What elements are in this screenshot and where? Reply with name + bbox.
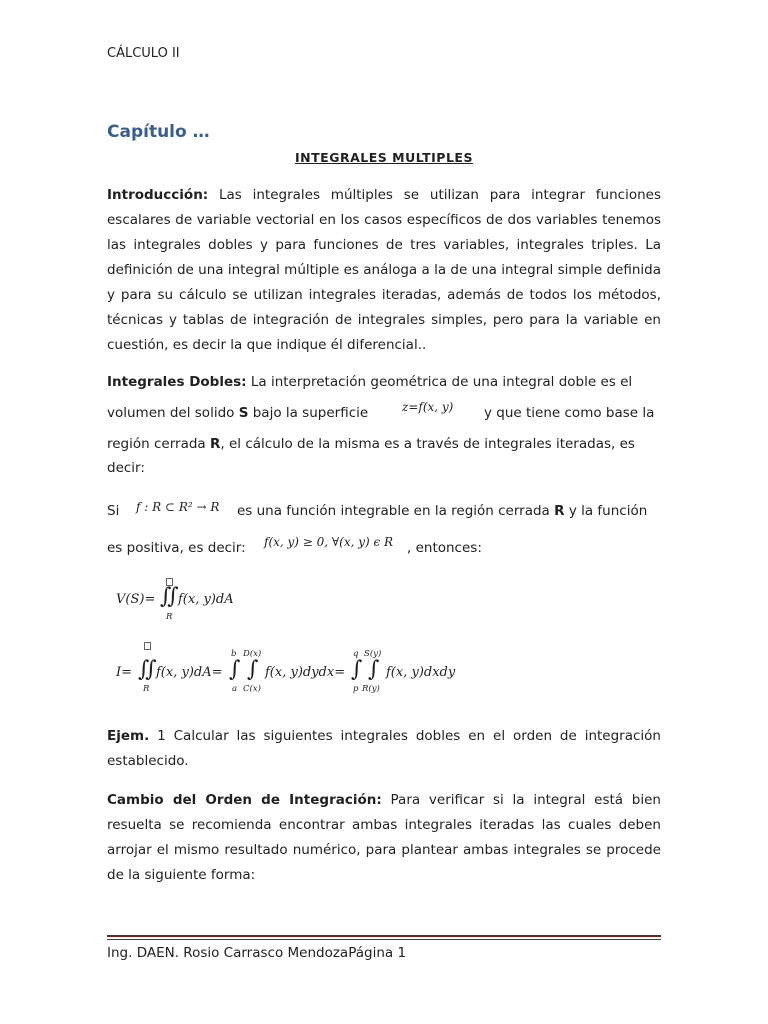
- limit-sy: S(y): [364, 649, 382, 659]
- chapter-heading: Capítulo …: [107, 122, 210, 142]
- dobles-line2a: volumen del solido: [107, 405, 239, 421]
- formula-surface: z=f(x, y): [402, 400, 454, 414]
- iterated-part2: f(x, y)dydx=: [265, 665, 346, 680]
- placeholder-box-2: [144, 642, 151, 650]
- limit-q: q: [353, 649, 359, 659]
- example-number: 1: [149, 728, 166, 744]
- si-region-r: R: [554, 503, 565, 519]
- dobles-line3a: región cerrada: [107, 436, 210, 452]
- limit-p: p: [353, 684, 359, 694]
- iterated-part3: f(x, y)dxdy: [386, 665, 456, 680]
- limit-ry: R(y): [362, 684, 380, 694]
- footer-rule-thick: [107, 935, 661, 937]
- limit-a: a: [232, 684, 238, 694]
- dobles-label: Integrales Dobles:: [107, 374, 247, 390]
- region-r: R: [209, 436, 221, 452]
- dobles-line-4: decir:: [107, 460, 145, 476]
- solid-s: S: [238, 405, 249, 421]
- order-change-label: Cambio del Orden de Integración:: [107, 792, 382, 808]
- si-line2: es positiva, es decir:: [107, 540, 246, 556]
- dobles-line-3: [107, 436, 661, 452]
- order-change-paragraph: [107, 788, 661, 888]
- intro-text: Las integrales múltiples se utilizan para integrar funciones escalares de variable vectorial en los casos específicos de dos variables tenemos las integrales dobles y para funciones de tres variables, integrales triples. La definición de una integral múltiple es análoga a la de una integral simple definida y para su cálculo se utilizan integrales iteradas, además de todos los métodos, técnicas y tablas de integración de integrales simples, pero para la variable en cuestión, es decir la que indique él diferencial..: [107, 187, 661, 353]
- order-change-text: Para verificar si la integral está bien resuelta se recomienda encontrar ambas integrales iteradas las cuales deben arrojar el mismo resultado numérico, para plantear ambas integrales se procede de la siguiente forma:: [107, 792, 661, 883]
- limit-dx: D(x): [243, 649, 262, 659]
- formula-positive: f(x, y) ≥ 0, ∀(x, y) ϵ R: [264, 535, 394, 549]
- integral-symbol-c: ∫: [351, 657, 363, 682]
- volume-lhs: V(S)=: [116, 592, 156, 607]
- page-footer: Ing. DAEN. Rosio Carrasco MendozaPágina 1: [107, 945, 407, 961]
- page-header: CÁLCULO II: [107, 46, 180, 61]
- dobles-line-1: [107, 374, 661, 390]
- integral-symbol-d: ∫: [368, 657, 380, 682]
- dobles-line3c: , el cálculo de la misma es a través de integrales iteradas, es: [220, 436, 635, 452]
- double-integral-symbol-2: ∬: [138, 657, 157, 682]
- example-paragraph: [107, 724, 661, 774]
- dobles-line1-text: La interpretación geométrica de una integral doble es el: [246, 374, 633, 390]
- example-text: Calcular las siguientes integrales dobles en el orden de integración establecido.: [107, 728, 661, 769]
- iterated-part1: f(x, y)dA=: [156, 665, 223, 680]
- integral-symbol-a: ∫: [229, 657, 241, 682]
- section-title: INTEGRALES MULTIPLES: [295, 150, 473, 165]
- equation-volume: [116, 578, 276, 626]
- footer-rule-thin: [107, 939, 661, 940]
- si-text: [237, 503, 647, 519]
- double-integral-symbol: ∬: [160, 584, 179, 609]
- limit-b: b: [231, 649, 237, 659]
- equation-iterated: [116, 638, 476, 696]
- si-text-c: y la función: [564, 503, 648, 519]
- volume-region: R: [166, 612, 173, 622]
- iterated-region: R: [143, 684, 150, 694]
- dobles-line2d: y que tiene como base la: [484, 405, 655, 421]
- intro-label: Introducción:: [107, 187, 209, 203]
- intro-paragraph: [107, 183, 661, 358]
- iterated-lhs: I=: [116, 665, 133, 680]
- si-word: Si: [107, 503, 120, 519]
- integral-symbol-b: ∫: [247, 657, 259, 682]
- volume-integrand: f(x, y)dA: [178, 592, 234, 607]
- formula-mapping: f : R ⊂ R² → R: [136, 500, 220, 514]
- limit-cx: C(x): [243, 684, 261, 694]
- example-label: Ejem.: [107, 728, 150, 744]
- si-line2-end: , entonces:: [407, 540, 482, 556]
- si-text-a: es una función integrable en la región cerrada: [237, 503, 555, 519]
- dobles-line2c: bajo la superficie: [248, 405, 369, 421]
